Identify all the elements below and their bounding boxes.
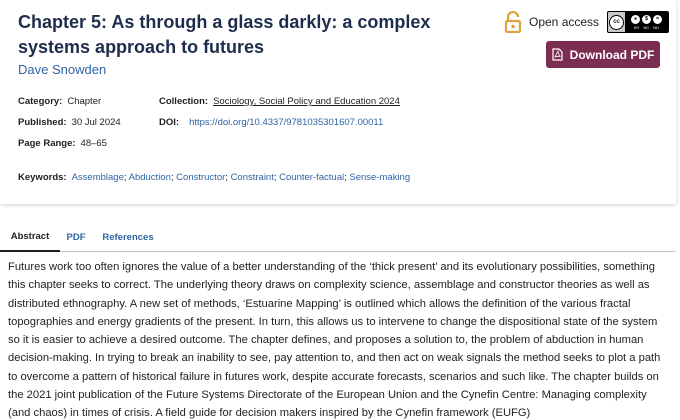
- cc-license-terms: [625, 12, 668, 32]
- open-access-label: Open access: [529, 15, 600, 29]
- tab-pdf[interactable]: PDF: [66, 231, 86, 243]
- keyword-link[interactable]: Counter-factual: [279, 172, 345, 183]
- keyword-link[interactable]: Sense-making: [349, 172, 411, 183]
- cc-term-nc: NC: [643, 24, 650, 30]
- open-access-indicator: [504, 11, 669, 33]
- keywords-field: Keywords: Assemblage; Abduction; Constructor; Constraint; Counter-factual; Sense-making: [18, 172, 411, 183]
- cc-term-by: BY: [634, 24, 640, 30]
- chapter-header-card: [0, 0, 676, 204]
- cc-icon: [608, 13, 625, 32]
- category-label: Category:: [18, 96, 63, 107]
- doi-link[interactable]: https://doi.org/10.4337/9781035301607.00011: [189, 117, 384, 128]
- doi-field: [159, 117, 383, 128]
- pdf-file-icon: [552, 48, 563, 61]
- cc-nd-icon: =: [653, 15, 662, 24]
- keyword-link[interactable]: Constructor: [176, 172, 226, 183]
- keyword-link[interactable]: Assemblage: [71, 172, 124, 183]
- page-range-value: 48–65: [80, 138, 107, 149]
- keyword-link[interactable]: Constraint: [230, 172, 274, 183]
- page-range-field: [18, 138, 107, 149]
- keywords-label: Keywords:: [18, 172, 67, 183]
- category-value: Chapter: [67, 96, 102, 107]
- download-pdf-label: Download PDF: [569, 47, 655, 62]
- published-label: Published:: [18, 117, 67, 128]
- abstract-text: Futures work too often ignores the value of a better understanding of the ‘thick present’ and its evolutionary possibilities, something this chapter seeks to correct. The underlying theory draws on complexity science, assemblage and constructor theories as well as distributed ethnography. A new set of methods, ‘Estuarine Mapping’ is outlined which allows the definition of the various fractal topographies and energy gradients of the present. In turn, this allows us to intervene to change the dispositional state of the system so it is easier to achieve a desired outcome. The chapter defines, and proposes a solution to, the problem of abduction in human decision-making. In trying to break an inability to see, pay attention to, and then act on weak signals the method seeks to plot a path to overcome a pattern of historical failure in futures work, despite accurate forecasts, scenarios and such like. The chapter builds on the 2021 joint publication of the Future Systems Directorate of the European Union and the Cynefin Centre: Managing complexity (and chaos) in times of crisis. A field guide for decision makers inspired by the Cynefin framework (EUFG): [8, 261, 661, 420]
- tab-abstract[interactable]: Abstract: [0, 222, 60, 252]
- author-link[interactable]: Dave Snowden: [18, 62, 107, 77]
- content-tabs: [0, 222, 676, 252]
- cc-nc-icon: $: [642, 15, 651, 24]
- cc-by-icon: ●: [631, 15, 640, 24]
- cc-license-badge[interactable]: [607, 11, 669, 33]
- category-field: [18, 96, 101, 107]
- doi-label: DOI:: [159, 117, 180, 128]
- cc-term-nd: ND: [653, 24, 659, 30]
- tab-references[interactable]: References: [102, 231, 154, 243]
- keyword-link[interactable]: Abduction: [128, 172, 171, 183]
- unlocked-padlock-icon: [504, 11, 522, 33]
- published-value: 30 Jul 2024: [71, 117, 121, 128]
- published-field: [18, 117, 121, 128]
- collection-field: [159, 96, 400, 107]
- cc-circle: cc: [609, 15, 624, 30]
- download-pdf-button[interactable]: [546, 41, 660, 68]
- collection-label: Collection:: [159, 96, 209, 107]
- collection-link[interactable]: Sociology, Social Policy and Education 2024: [213, 96, 400, 107]
- page-title: Chapter 5: As through a glass darkly: a complex systems approach to futures: [18, 12, 431, 57]
- page-range-label: Page Range:: [18, 138, 76, 149]
